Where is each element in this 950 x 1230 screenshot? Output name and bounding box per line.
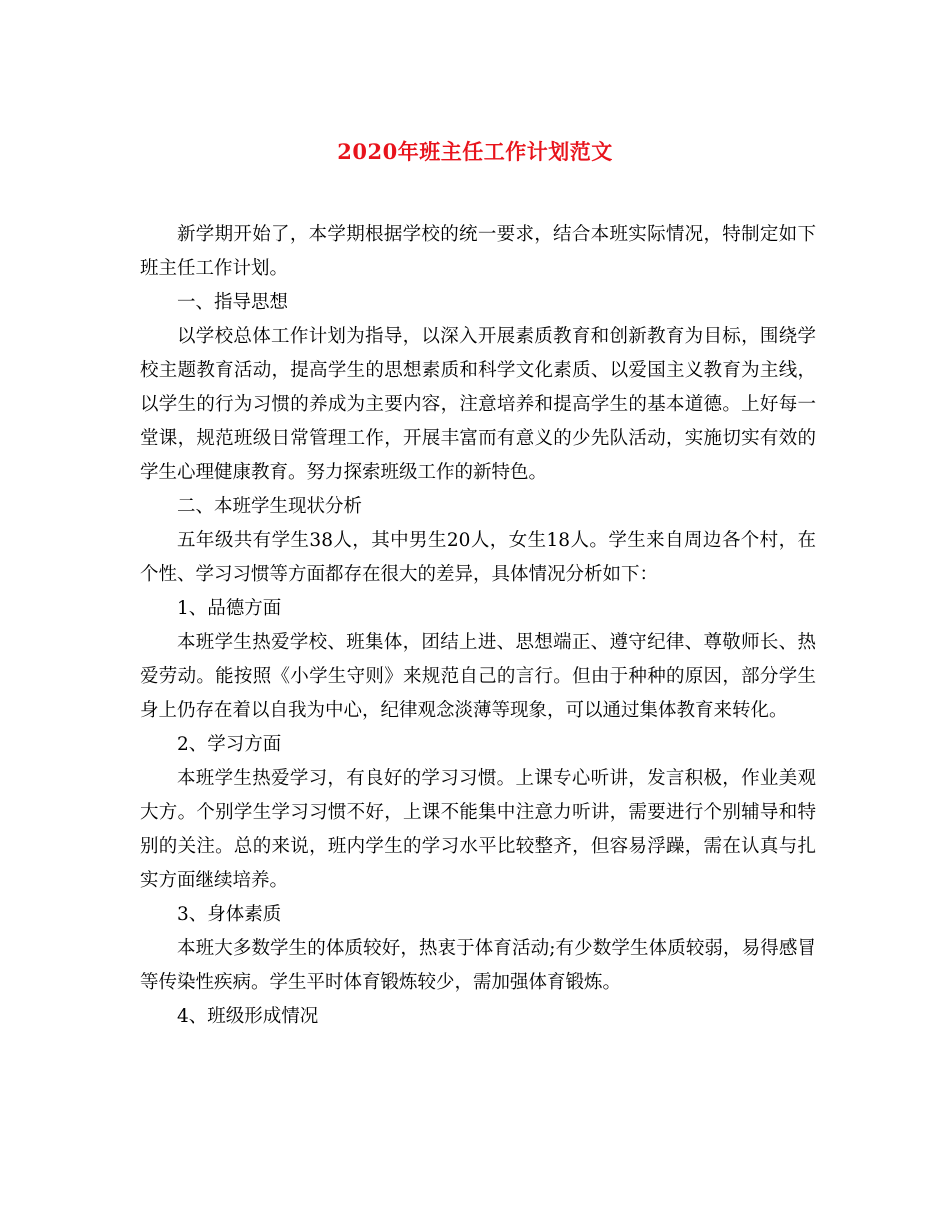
section-heading-guiding-ideology: 一、指导思想	[177, 292, 289, 313]
morality-paragraph: 本班学生热爱学校、班集体，团结上进、思想端正、遵守纪律、尊敬师长、热爱劳动。能按照《小学生守则》来规范自己的言行。但由于种种的原因，部分学生身上仍存在着以自我为中心，纪律观念淡薄等现象，可以通过集体教育来转化。	[140, 632, 816, 721]
subheading-class-formation: 4、班级形成情况	[177, 1006, 319, 1027]
document-title: 2020年班主任工作计划范文	[337, 139, 613, 164]
guiding-ideology-paragraph: 以学校总体工作计划为指导，以深入开展素质教育和创新教育为目标，围绕学校主题教育活动，提高学生的思想素质和科学文化素质、以爱国主义教育为主线，以学生的行为习惯的养成为主要内容，注意培养和提高学生的基本道德。上好每一堂课，规范班级日常管理工作，开展丰富而有意义的少先队活动，实施切实有效的学生心理健康教育。努力探索班级工作的新特色。	[140, 326, 816, 483]
intro-paragraph: 新学期开始了，本学期根据学校的统一要求，结合本班实际情况，特制定如下班主任工作计划。	[140, 224, 816, 279]
document-body	[140, 218, 816, 1034]
study-paragraph: 本班学生热爱学习，有良好的学习习惯。上课专心听讲，发言积极，作业美观大方。个别学生学习习惯不好，上课不能集中注意力听讲，需要进行个别辅导和特别的关注。总的来说，班内学生的学习水平比较整齐，但容易浮躁，需在认真与扎实方面继续培养。	[140, 768, 816, 891]
physical-paragraph: 本班大多数学生的体质较好，热衷于体育活动;有少数学生体质较弱，易得感冒等传染性疾病。学生平时体育锻炼较少，需加强体育锻炼。	[140, 938, 816, 993]
section-heading-class-status: 二、本班学生现状分析	[177, 496, 363, 517]
subheading-physical: 3、身体素质	[177, 904, 282, 925]
subheading-morality: 1、品德方面	[177, 598, 282, 619]
subheading-study: 2、学习方面	[177, 734, 282, 755]
class-status-paragraph: 五年级共有学生38人，其中男生20人，女生18人。学生来自周边各个村，在个性、学习习惯等方面都存在很大的差异，具体情况分析如下：	[140, 530, 816, 585]
